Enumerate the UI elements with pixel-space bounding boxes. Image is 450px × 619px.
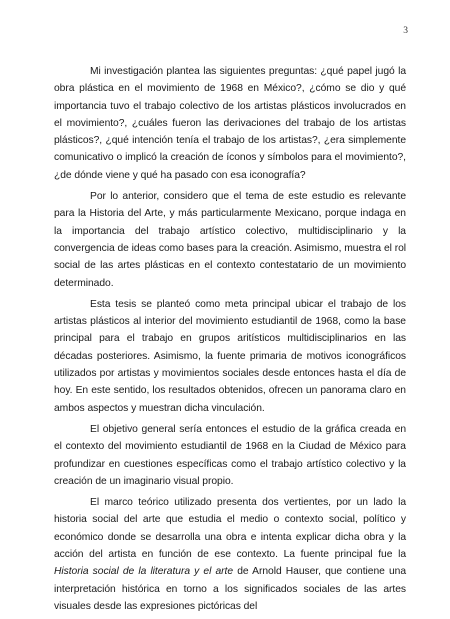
- paragraph-general-objective: El objetivo general sería entonces el estudio de la gráfica creada en el contexto del movimiento estudiantil de 1968 en la Ciudad de México para profundizar en cuestiones específicas como el trabajo artístico colectivo y la creación de un imaginario visual propio.: [54, 423, 406, 487]
- framework-text-end: de Arnold Hauser, que contiene una interpretación histórica en torno a los significados sociales de las artes visuales desde las expresiones pictóricas del: [54, 566, 406, 612]
- paragraph-relevance: Por lo anterior, considero que el tema de este estudio es relevante para la Historia del Arte, y más particularmente Mexicano, porque indaga en la importancia del trabajo artístico colectivo, multidisciplinario y la convergencia de ideas como bases para la creación. Asimismo, muestra el rol social de las artes plásticas en el contexto contestatario de un movimiento determinado.: [54, 191, 406, 289]
- page-number: 3: [403, 26, 408, 36]
- paragraph-main-goal: Esta tesis se planteó como meta principal ubicar el trabajo de los artistas plásticos al interior del movimiento estudiantil de 1968, como la base principal para el trabajo en grupos aritísticos multidisciplinarios en las décadas posteriores. Asimismo, la fuente primaria de motivos iconográficos utilizados por artistas y movimientos sociales desde entonces hasta el día de hoy. En este sentido, los resultados obtenidos, ofrecen un panorama claro en ambos aspectos y muestran dicha vinculación.: [54, 298, 406, 414]
- framework-text-start: El marco teórico utilizado presenta dos vertientes, por un lado la historia social del arte que estudia el medio o contexto social, político y económico donde se desarrolla una obra e intenta explicar dicha obra y la acción del artista en función de ese contexto. La fuente principal fue la: [54, 497, 406, 561]
- paragraph-research-questions: Mi investigación plantea las siguientes preguntas: ¿qué papel jugó la obra plástica en el movimiento de 1968 en México?, ¿cómo se dio y qué importancia tuvo el trabajo colectivo de los artistas plásticos involucrados en el movimiento?, ¿cuáles fueron las derivaciones del trabajo de los artistas plásticos?, ¿qué intención tenía el trabajo de los artistas?, ¿era simplemente comunicativo o implicó la creación de íconos y símbolos para el movimiento?, ¿de dónde viene y qué ha pasado con esa iconografía?: [54, 66, 406, 181]
- paragraph-theoretical-framework: [54, 494, 406, 615]
- body-text: [54, 63, 406, 619]
- book-title: Historia social de la literatura y el arte: [54, 566, 234, 578]
